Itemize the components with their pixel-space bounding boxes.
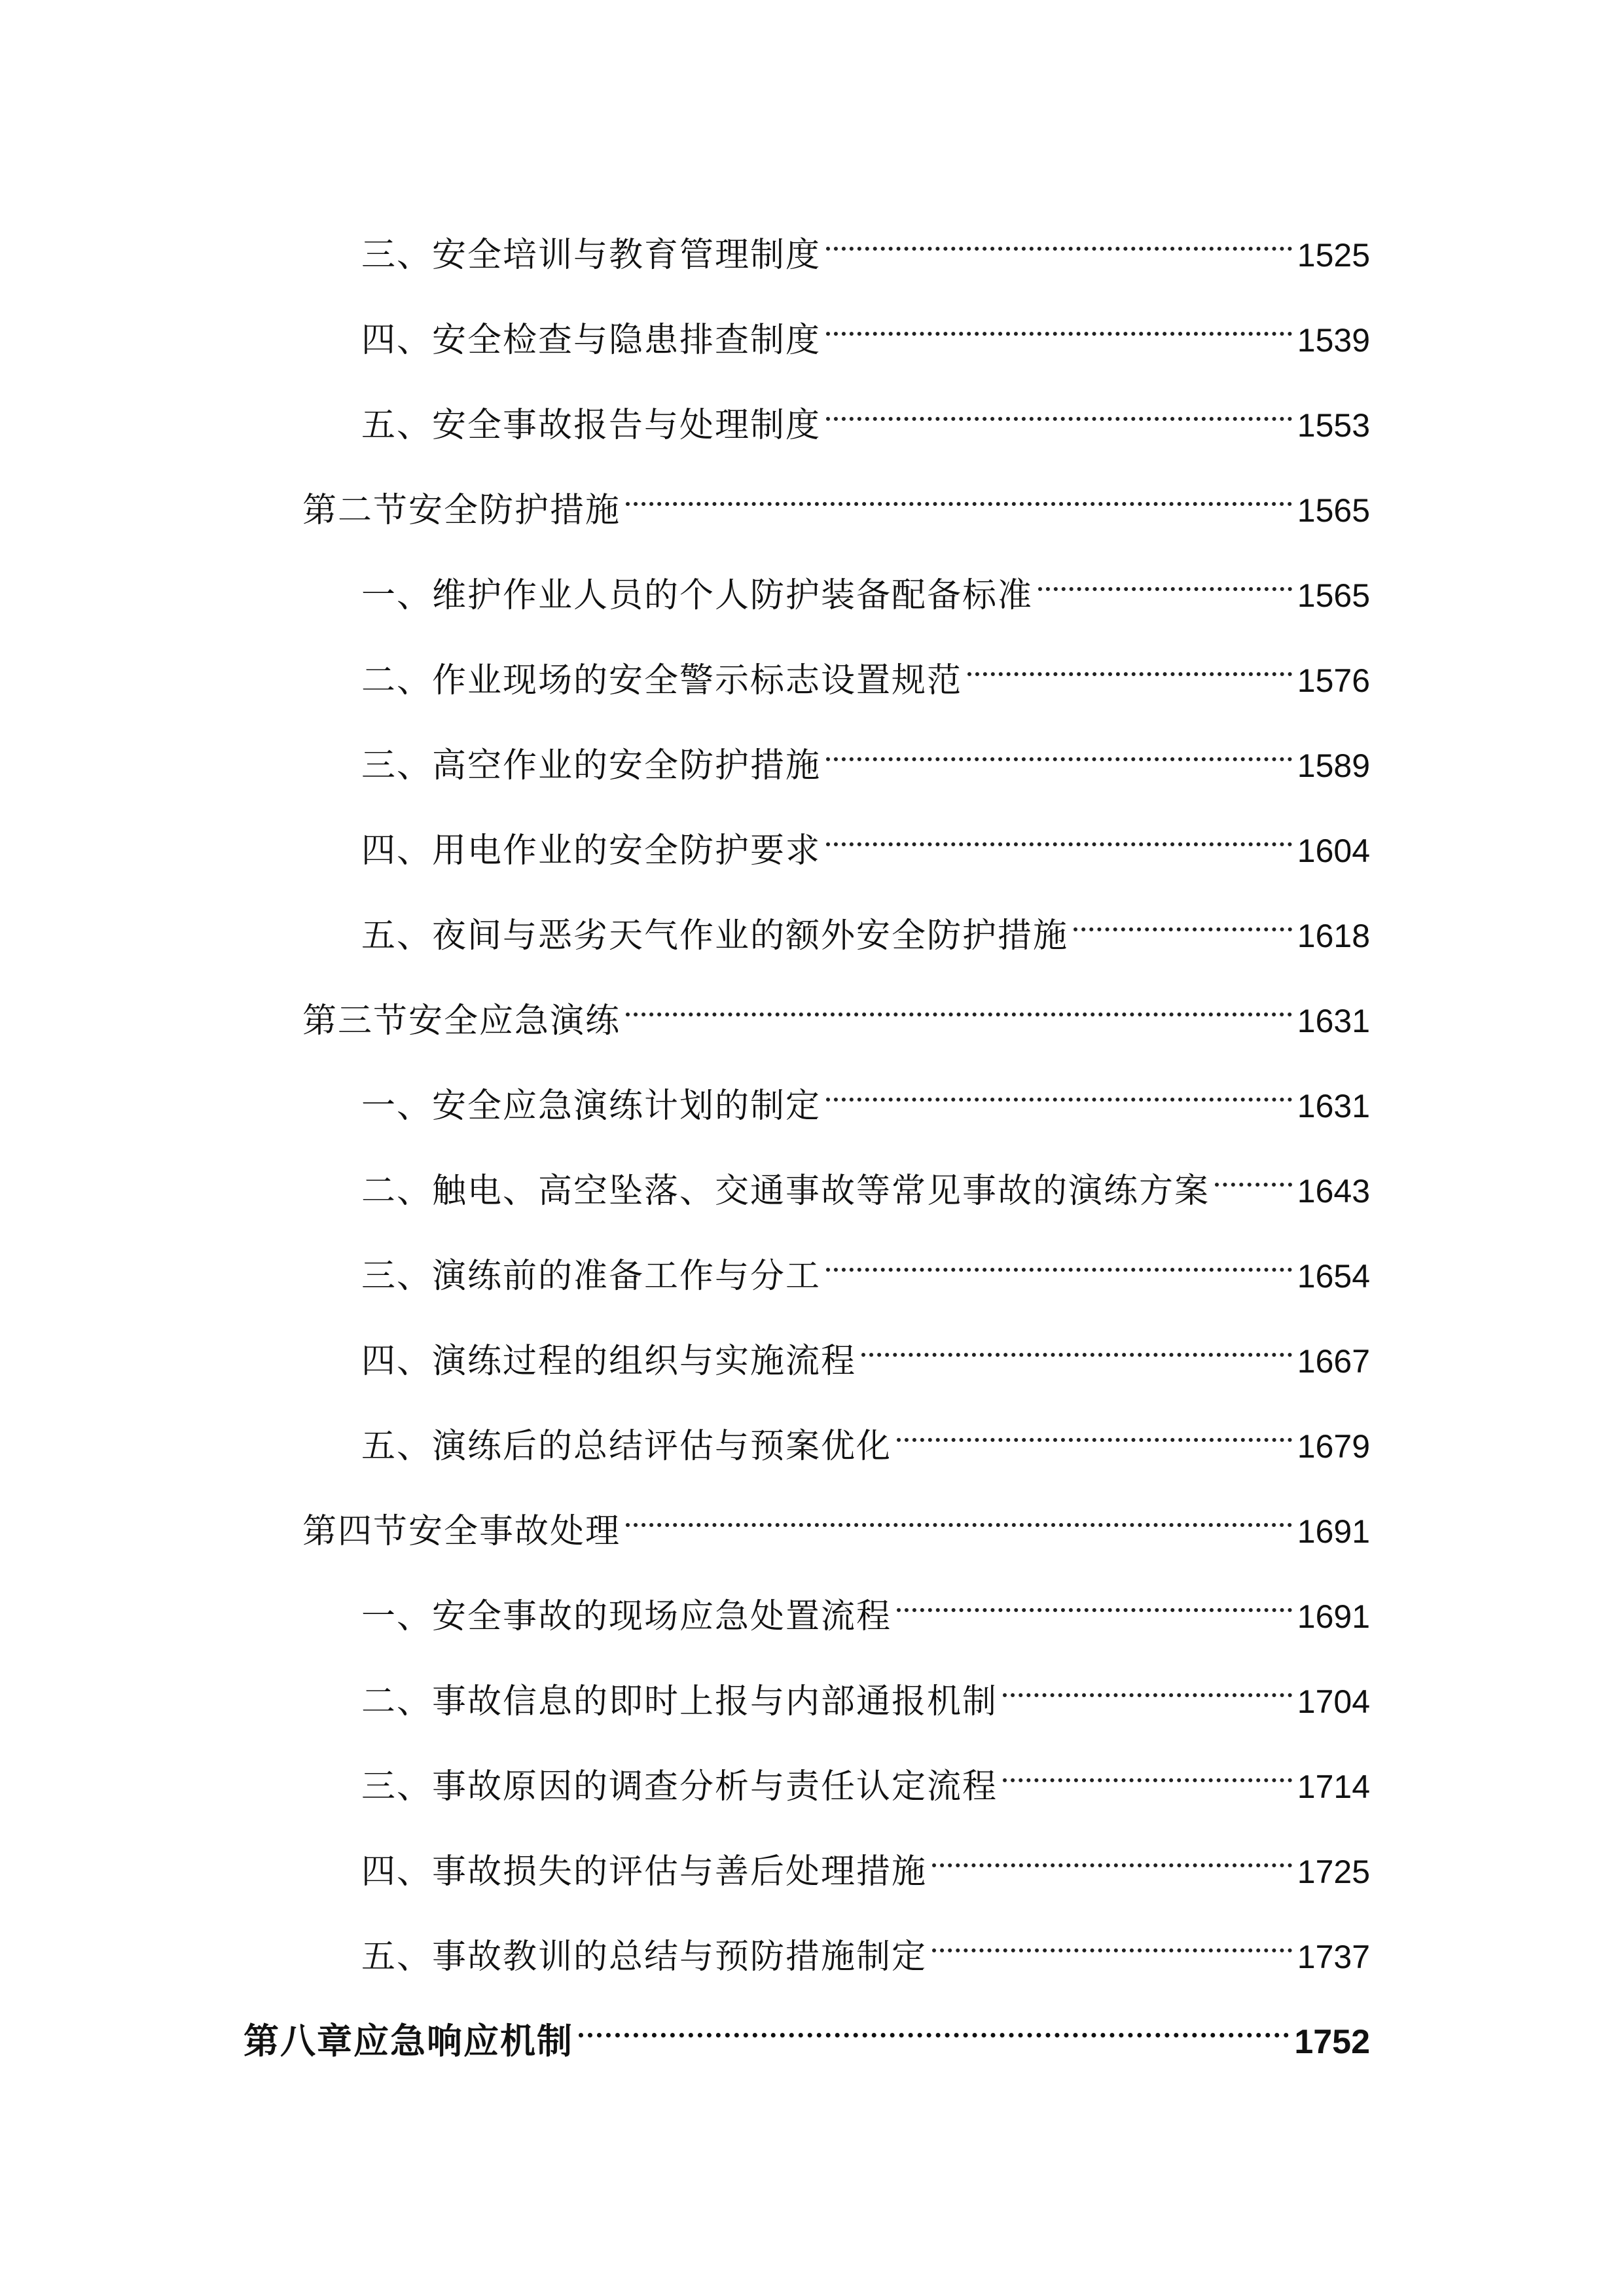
toc-entry[interactable] xyxy=(361,1746,1370,1806)
toc-entry[interactable] xyxy=(361,214,1370,275)
toc-entry[interactable] xyxy=(361,1831,1370,1892)
toc-entry-title: 第八章应急响应机制 xyxy=(244,2020,573,2062)
toc-entry-page: 1539 xyxy=(1297,322,1370,359)
toc-dot-leader xyxy=(1215,1150,1292,1202)
toc-entry[interactable] xyxy=(361,384,1370,445)
toc-entry-page: 1691 xyxy=(1297,1598,1370,1635)
toc-dot-leader xyxy=(932,1916,1292,1968)
toc-entry-title: 四、事故损失的评估与善后处理措施 xyxy=(361,1852,928,1892)
toc-entry-title: 三、高空作业的安全防护措施 xyxy=(361,746,821,785)
toc-dot-leader xyxy=(826,725,1292,777)
toc-entry[interactable] xyxy=(361,639,1370,700)
toc-entry-title: 二、事故信息的即时上报与内部通报机制 xyxy=(361,1682,998,1721)
toc-entry-title: 五、夜间与恶劣天气作业的额外安全防护措施 xyxy=(361,916,1069,956)
toc-entry[interactable] xyxy=(361,725,1370,785)
toc-entry-page: 1714 xyxy=(1297,1768,1370,1805)
toc-dot-leader xyxy=(1003,1660,1292,1713)
toc-entry-title: 三、演练前的准备工作与分工 xyxy=(361,1257,821,1296)
toc-entry[interactable] xyxy=(361,1320,1370,1381)
toc-entry[interactable] xyxy=(361,1065,1370,1126)
toc-entry-page: 1565 xyxy=(1297,492,1370,529)
toc-entry-title: 第四节安全事故处理 xyxy=(302,1512,621,1551)
toc-entry-title: 二、触电、高空坠落、交通事故等常见事故的演练方案 xyxy=(361,1172,1210,1211)
toc-dot-leader xyxy=(897,1575,1292,1628)
toc-entry[interactable] xyxy=(361,810,1370,870)
toc-entry-page: 1618 xyxy=(1297,918,1370,954)
toc-entry-title: 五、演练后的总结评估与预案优化 xyxy=(361,1427,892,1466)
toc-entry-page: 1576 xyxy=(1297,662,1370,699)
toc-entry-page: 1631 xyxy=(1297,1003,1370,1039)
toc-dot-leader xyxy=(826,214,1292,266)
toc-dot-leader xyxy=(579,2001,1289,2053)
toc-dot-leader xyxy=(626,469,1292,522)
toc-entry-title: 一、维护作业人员的个人防护装备配备标准 xyxy=(361,576,1034,615)
toc-entry-title: 一、安全事故的现场应急处置流程 xyxy=(361,1597,892,1636)
toc-entry-title: 三、事故原因的调查分析与责任认定流程 xyxy=(361,1767,998,1806)
toc-entry-page: 1704 xyxy=(1297,1683,1370,1720)
toc-entry[interactable] xyxy=(361,895,1370,956)
toc-dot-leader xyxy=(967,639,1292,692)
toc-dot-leader xyxy=(826,1235,1292,1287)
toc-dot-leader xyxy=(1074,895,1292,947)
toc-dot-leader xyxy=(626,1490,1292,1543)
toc-entry-page: 1589 xyxy=(1297,747,1370,784)
toc-entry-page: 1553 xyxy=(1297,407,1370,444)
toc-dot-leader xyxy=(626,980,1292,1032)
toc-entry[interactable] xyxy=(361,1235,1370,1296)
toc-dot-leader xyxy=(861,1320,1292,1372)
toc-entry-page: 1565 xyxy=(1297,577,1370,614)
toc-entry[interactable] xyxy=(361,1916,1370,1977)
toc-entry-title: 四、用电作业的安全防护要求 xyxy=(361,831,821,870)
toc-entry[interactable] xyxy=(361,299,1370,360)
toc-entry-page: 1725 xyxy=(1297,1854,1370,1890)
toc-chapter-entry[interactable] xyxy=(244,2001,1370,2062)
toc-entry-page: 1631 xyxy=(1297,1088,1370,1124)
toc-section-entry[interactable] xyxy=(302,1490,1370,1551)
toc-entry-title: 四、安全检查与隐患排查制度 xyxy=(361,321,821,360)
toc-entry-page: 1679 xyxy=(1297,1428,1370,1465)
toc-entry[interactable] xyxy=(361,1150,1370,1211)
toc-entry-page: 1643 xyxy=(1297,1173,1370,1210)
toc-entry-title: 五、安全事故报告与处理制度 xyxy=(361,406,821,445)
toc-entry-title: 五、事故教训的总结与预防措施制定 xyxy=(361,1937,928,1977)
toc-dot-leader xyxy=(932,1831,1292,1883)
toc-entry[interactable] xyxy=(361,554,1370,615)
toc-entry-title: 四、演练过程的组织与实施流程 xyxy=(361,1342,857,1381)
toc-dot-leader xyxy=(897,1405,1292,1458)
toc-section-entry[interactable] xyxy=(302,469,1370,530)
toc-dot-leader xyxy=(826,384,1292,437)
toc-entry-title: 二、作业现场的安全警示标志设置规范 xyxy=(361,661,963,700)
toc-dot-leader xyxy=(826,1065,1292,1117)
toc-entry-page: 1654 xyxy=(1297,1258,1370,1295)
toc-entry-page: 1752 xyxy=(1294,2023,1370,2061)
toc-entry-title: 第二节安全防护措施 xyxy=(302,491,621,530)
toc-entry-page: 1525 xyxy=(1297,237,1370,274)
toc-entry[interactable] xyxy=(361,1575,1370,1636)
toc-entry[interactable] xyxy=(361,1405,1370,1466)
toc-entry-page: 1691 xyxy=(1297,1513,1370,1550)
toc-section-entry[interactable] xyxy=(302,980,1370,1041)
toc-dot-leader xyxy=(1003,1746,1292,1798)
toc-dot-leader xyxy=(826,810,1292,862)
toc-entry-page: 1667 xyxy=(1297,1343,1370,1380)
toc-dot-leader xyxy=(826,299,1292,351)
toc-entry-page: 1737 xyxy=(1297,1939,1370,1975)
toc-entry-page: 1604 xyxy=(1297,833,1370,869)
toc-entry[interactable] xyxy=(361,1660,1370,1721)
toc-dot-leader xyxy=(1038,554,1292,607)
toc-entry-title: 第三节安全应急演练 xyxy=(302,1001,621,1041)
toc-entry-title: 一、安全应急演练计划的制定 xyxy=(361,1086,821,1126)
toc-entry-title: 三、安全培训与教育管理制度 xyxy=(361,236,821,275)
